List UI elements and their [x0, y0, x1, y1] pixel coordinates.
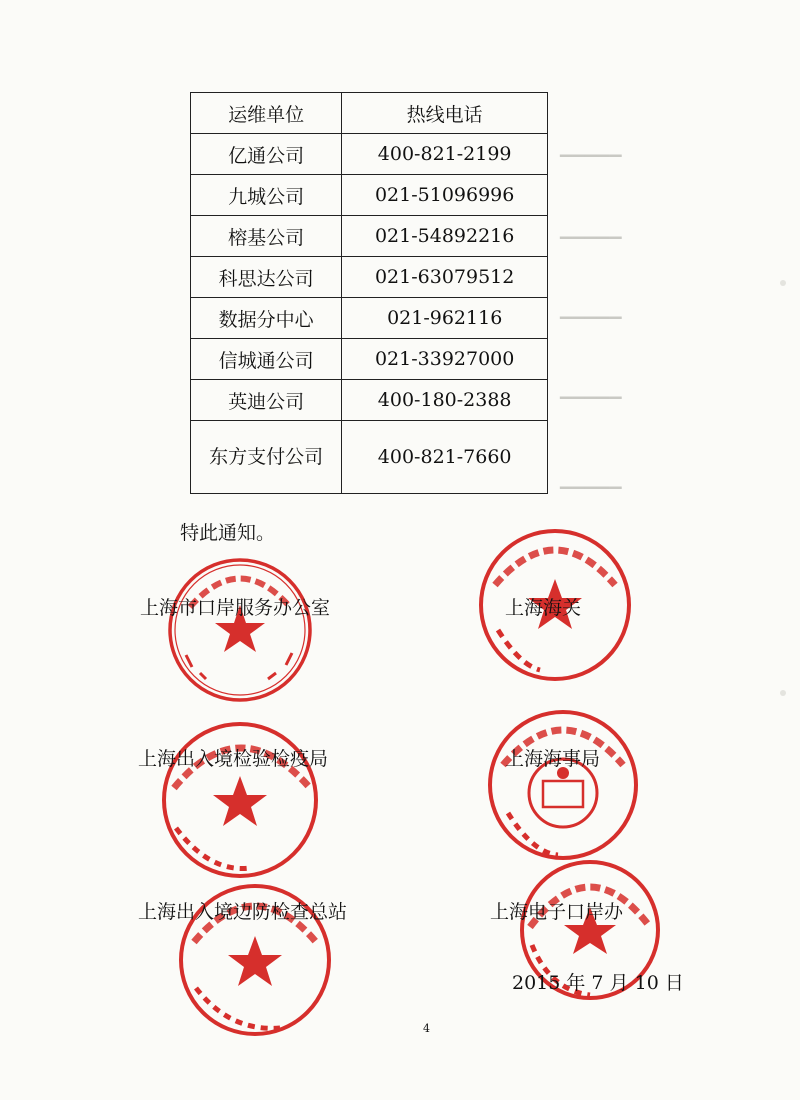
closing-notice: 特此通知。 — [180, 522, 276, 544]
table-row — [191, 175, 548, 216]
header-unit: 运维单位 — [191, 93, 342, 134]
table-row — [191, 298, 548, 339]
table-row — [191, 257, 548, 298]
seal-inspection — [150, 718, 330, 883]
unit-cell: 英迪公司 — [191, 380, 342, 421]
unit-cell: 榕基公司 — [191, 216, 342, 257]
table-row — [191, 134, 548, 175]
hotline-table — [190, 92, 548, 494]
seal-maritime — [478, 705, 648, 865]
phone-cell: 400-180-2388 — [342, 380, 548, 421]
document-page: ▁▁▁▁▁ ▁▁▁▁▁ ▁▁▁▁▁ ▁▁▁▁▁ ▁▁▁▁▁ 运维单位 热线电话 亿通公司 400-821-2199 九城公司 021-51096996 榕基公司 021-54892216 科思达公司 021-63079512 数据分中心 021-962116 信城通公司 021-33927000 英迪公司 400-180-2388 东方支付公司 400-821-7660 特此通知。 上海市口岸服务办公室 上海海关 上海出入境检验检疫局 上海海事局 上海出入境边防检查总站 上海电子口岸办 2015 年 7 月 10 日 4 — [0, 0, 800, 1100]
unit-cell: 亿通公司 — [191, 134, 342, 175]
signatory-customs: 上海海关 — [505, 597, 582, 619]
page-number: 4 — [423, 1022, 430, 1035]
phone-cell: 021-51096996 — [342, 175, 548, 216]
table-row — [191, 421, 548, 494]
header-phone: 热线电话 — [342, 93, 548, 134]
phone-cell: 021-63079512 — [342, 257, 548, 298]
table-row — [191, 339, 548, 380]
signatory-border: 上海出入境边防检查总站 — [138, 901, 348, 923]
binding-hole — [780, 280, 786, 286]
signatory-eport: 上海电子口岸办 — [490, 901, 624, 923]
seal-port-office — [160, 555, 320, 705]
signatory-inspection: 上海出入境检验检疫局 — [138, 748, 329, 770]
binding-hole — [780, 690, 786, 696]
unit-cell: 信城通公司 — [191, 339, 342, 380]
table-header-row — [191, 93, 548, 134]
phone-cell: 021-962116 — [342, 298, 548, 339]
unit-cell: 九城公司 — [191, 175, 342, 216]
signatory-maritime: 上海海事局 — [505, 748, 601, 770]
signatory-port-office: 上海市口岸服务办公室 — [140, 597, 331, 619]
table-row — [191, 380, 548, 421]
phone-cell: 400-821-7660 — [342, 421, 548, 494]
phone-cell: 400-821-2199 — [342, 134, 548, 175]
unit-cell: 科思达公司 — [191, 257, 342, 298]
phone-cell: 021-33927000 — [342, 339, 548, 380]
unit-cell: 东方支付公司 — [191, 421, 342, 494]
phone-cell: 021-54892216 — [342, 216, 548, 257]
unit-cell: 数据分中心 — [191, 298, 342, 339]
issue-date: 2015 年 7 月 10 日 — [512, 972, 684, 994]
table-row — [191, 216, 548, 257]
